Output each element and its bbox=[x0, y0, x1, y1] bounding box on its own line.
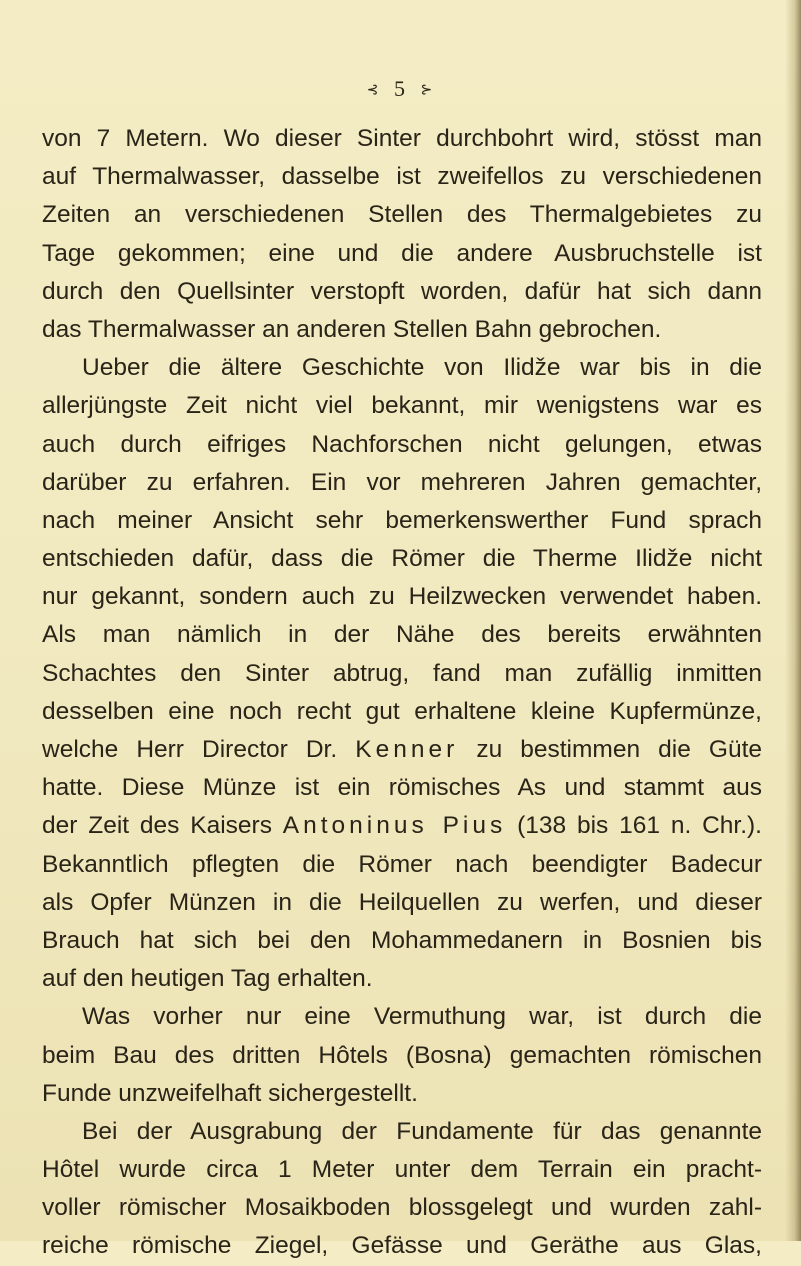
page-edge-shadow bbox=[785, 0, 801, 1241]
ornament-left-icon: ⊰ bbox=[366, 83, 381, 99]
text-segment: (138 bis 161 n. Chr.). bbox=[506, 812, 762, 840]
text-line: Brauch hat sich bei den Mohammedanern in Bosnien bis bbox=[42, 926, 762, 954]
text-line bbox=[42, 807, 762, 845]
text-line: reiche römische Ziegel, Gefässe und Geräthe aus Glas, bbox=[42, 1232, 762, 1260]
text-line: Bei der Ausgrabung der Fundamente für das genannte bbox=[82, 1117, 762, 1145]
text-line: nach meiner Ansicht sehr bemerkenswerther Fund sprach bbox=[42, 506, 762, 534]
text-line: Als man nämlich in der Nähe des bereits erwähnten bbox=[42, 621, 762, 649]
text-line: allerjüngste Zeit nicht viel bekannt, mir wenigstens war es bbox=[42, 392, 762, 420]
text-line bbox=[42, 731, 762, 769]
text-line: Ueber die ältere Geschichte von Ilidže war bis in die bbox=[82, 354, 762, 382]
text-line: darüber zu erfahren. Ein vor mehreren Jahren gemachter, bbox=[42, 468, 762, 496]
text-line: durch den Quellsinter verstopft worden, dafür hat sich dann bbox=[42, 277, 762, 305]
text-line: auch durch eifriges Nachforschen nicht gelungen, etwas bbox=[42, 430, 762, 458]
text-line: Zeiten an verschiedenen Stellen des Thermalgebietes zu bbox=[42, 201, 762, 229]
text-line: Tage gekommen; eine und die andere Ausbruchstelle ist bbox=[42, 239, 762, 267]
text-line: Was vorher nur eine Vermuthung war, ist durch die bbox=[82, 1003, 762, 1031]
page-header bbox=[0, 76, 801, 102]
text-line: das Thermalwasser an anderen Stellen Bahn gebrochen. bbox=[42, 315, 662, 343]
spaced-name: Antoninus Pius bbox=[282, 812, 507, 840]
text-line: entschieden dafür, dass die Römer die Therme Ilidže nicht bbox=[42, 545, 762, 573]
page-number: 5 bbox=[394, 76, 407, 101]
text-line: Schachtes den Sinter abtrug, fand man zufällig inmitten bbox=[42, 659, 762, 687]
text-line: auf Thermalwasser, dasselbe ist zweifellos zu verschiedenen bbox=[42, 163, 762, 191]
text-segment: welche Herr Director Dr. bbox=[42, 736, 356, 763]
text-line: voller römischer Mosaikboden blossgelegt und wurden zahl- bbox=[42, 1194, 762, 1222]
text-line: desselben eine noch recht gut erhaltene kleine Kupfermünze, bbox=[42, 697, 762, 725]
body-text bbox=[42, 120, 762, 1266]
text-line: hatte. Diese Münze ist ein römisches As und stammt aus bbox=[42, 774, 762, 802]
text-line: Bekanntlich pflegten die Römer nach beendigter Badecur bbox=[42, 850, 762, 878]
text-line: von 7 Metern. Wo dieser Sinter durchbohrt wird, stösst man bbox=[42, 125, 762, 152]
text-line: als Opfer Münzen in die Heilquellen zu werfen, und dieser bbox=[42, 888, 762, 916]
text-line: Funde unzweifelhaft sichergestellt. bbox=[42, 1079, 418, 1107]
text-line: Hôtel wurde circa 1 Meter unter dem Terrain ein pracht- bbox=[42, 1156, 762, 1184]
text-line: auf den heutigen Tag erhalten. bbox=[42, 965, 373, 993]
text-line: beim Bau des dritten Hôtels (Bosna) gemachten römischen bbox=[42, 1041, 762, 1069]
spaced-name: Kenner bbox=[355, 736, 459, 763]
ornament-right-icon: ⊱ bbox=[420, 83, 435, 99]
text-segment: zu bestimmen die Güte bbox=[458, 736, 763, 763]
text-segment: der Zeit des Kaisers bbox=[42, 812, 283, 840]
text-line: nur gekannt, sondern auch zu Heilzwecken verwendet haben. bbox=[42, 583, 762, 611]
